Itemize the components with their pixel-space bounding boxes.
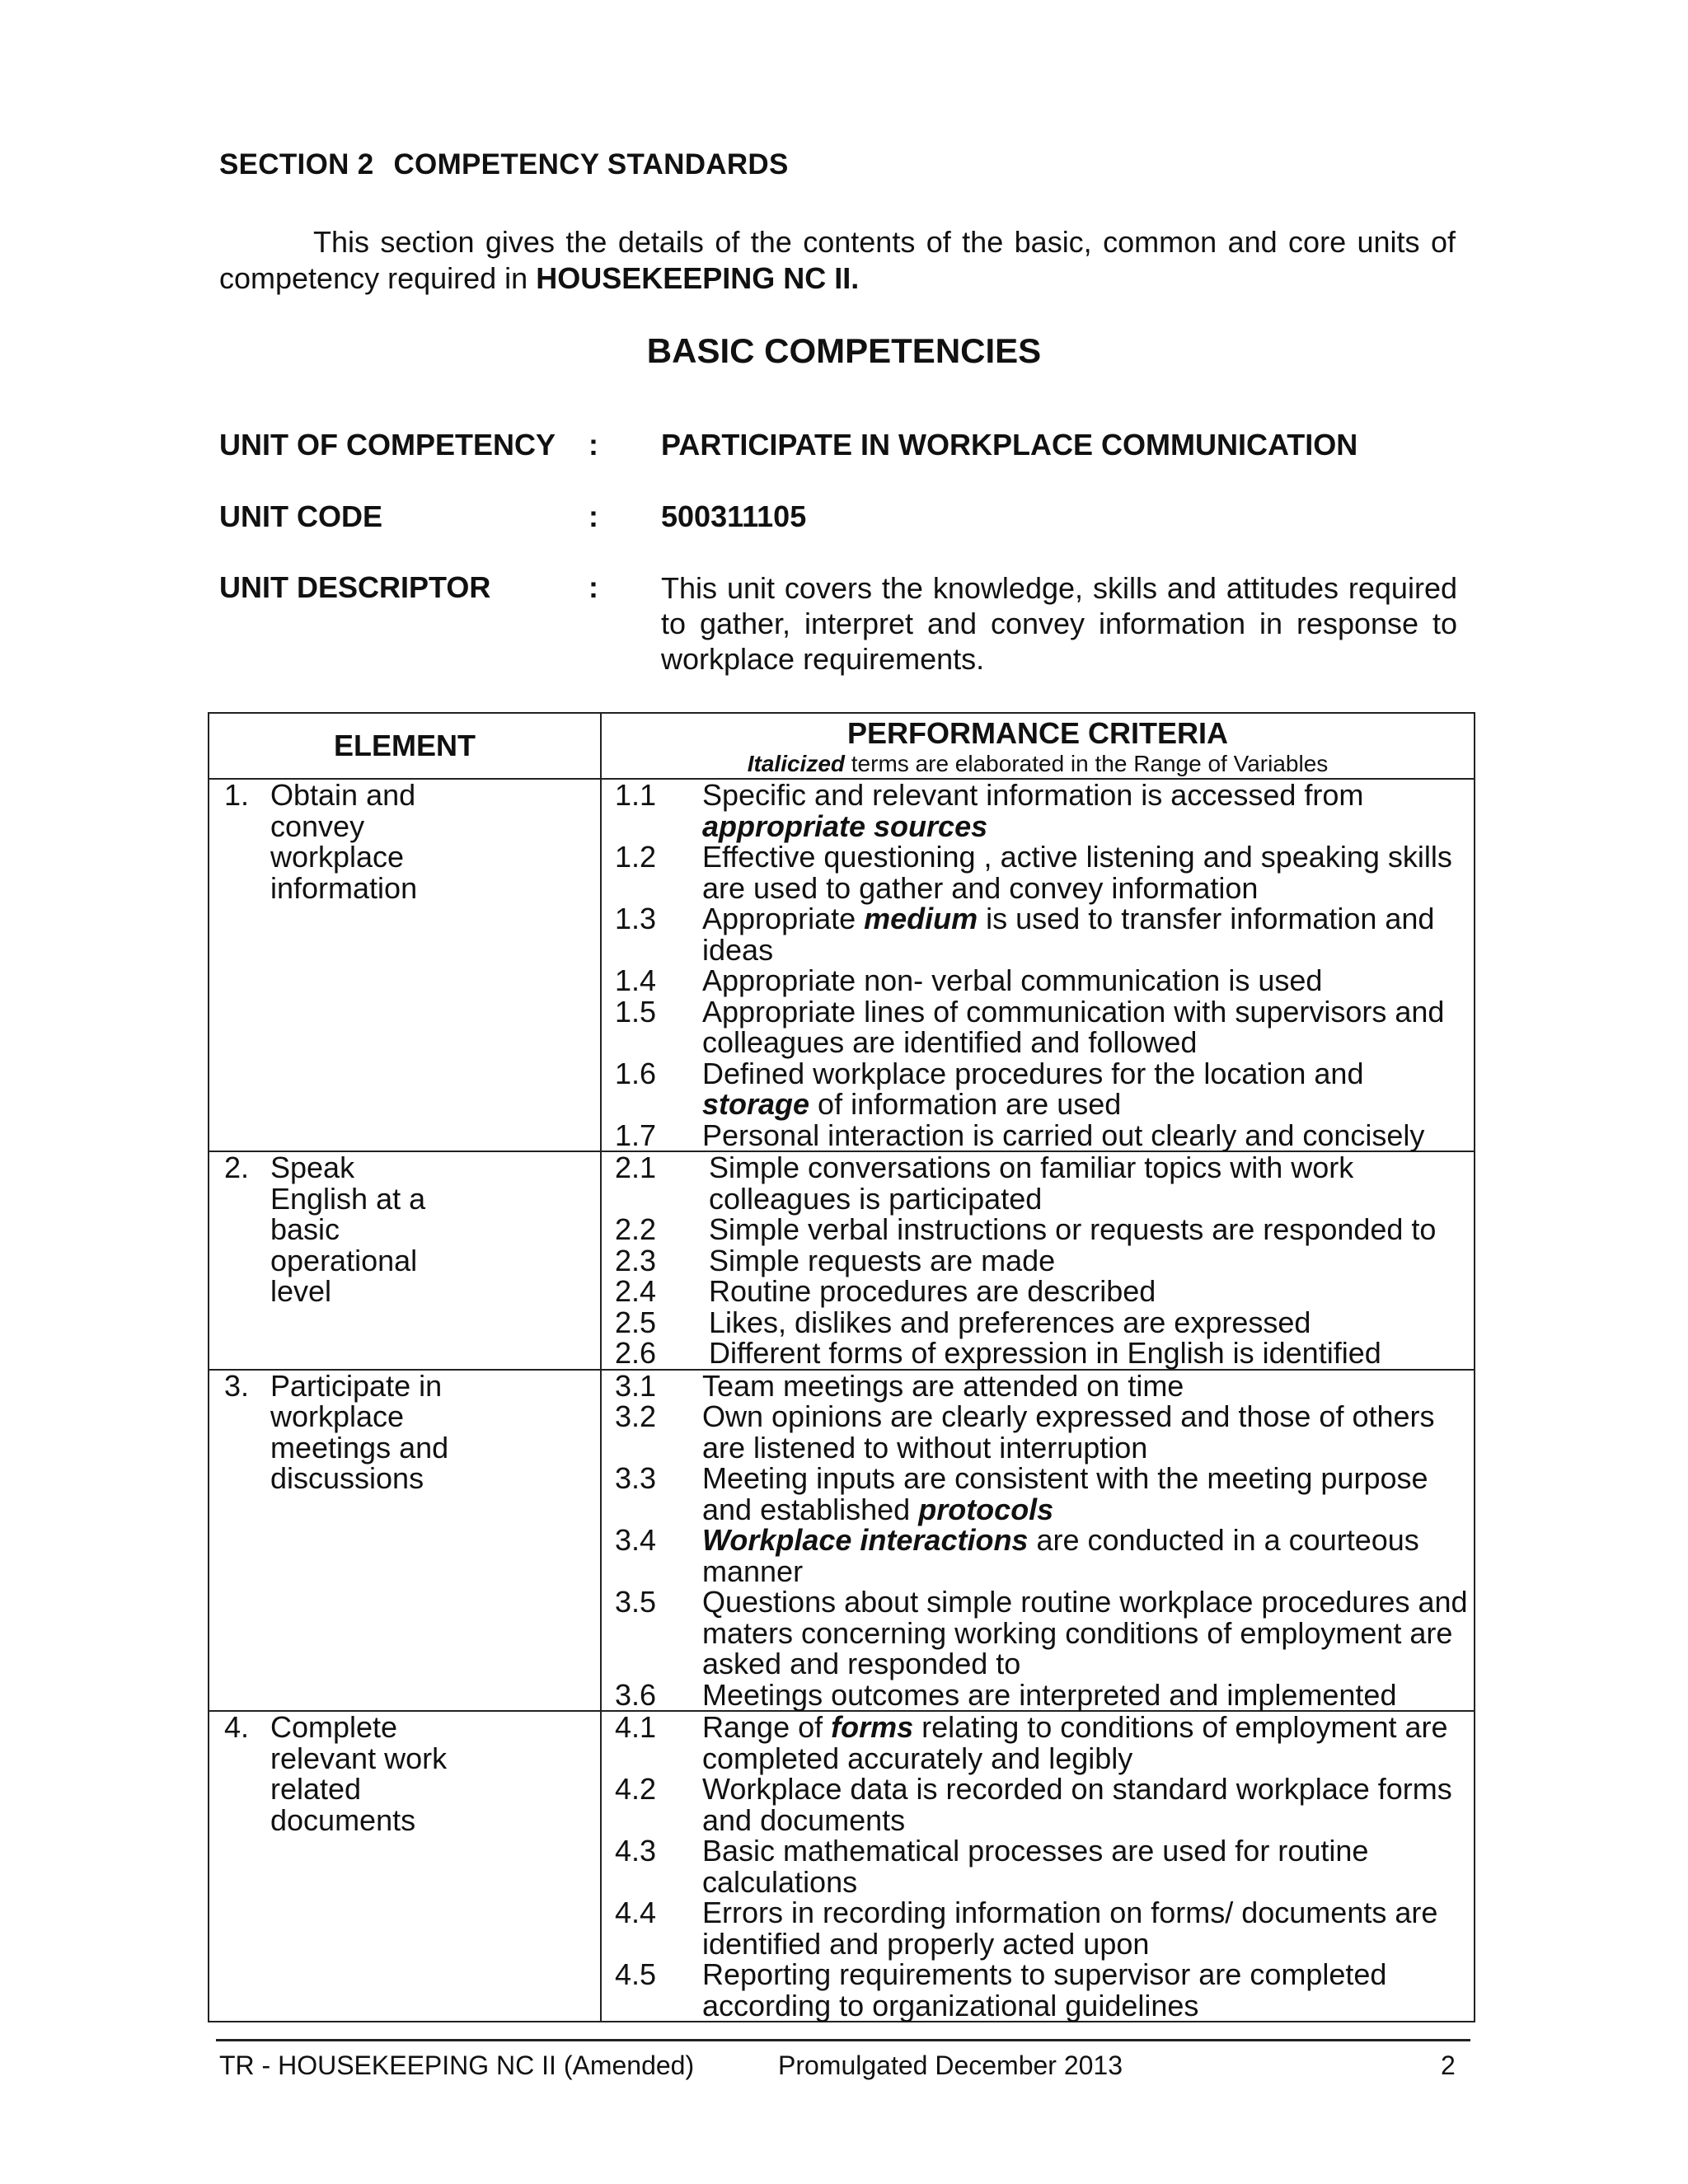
footer-page-number: 2 bbox=[1441, 2050, 1456, 2080]
criterion: 3.5 Questions about simple routine workplace procedures and maters concerning working conditions of employment are asked and responded to bbox=[615, 1585, 1468, 1680]
element-cell bbox=[209, 1152, 600, 1307]
element-cell bbox=[209, 1368, 600, 1495]
criterion: 3.1 Team meetings are attended on time bbox=[615, 1368, 1184, 1403]
unit-of-competency-label: UNIT OF COMPETENCY bbox=[219, 428, 556, 462]
criterion: 2.1 Simple conversations on familiar topics with work colleagues is participated bbox=[615, 1151, 1354, 1216]
criterion: 1.4 Appropriate non- verbal communication is used bbox=[615, 963, 1323, 997]
criteria-list bbox=[602, 1368, 1474, 1712]
performance-criteria-title: PERFORMANCE CRITERIA bbox=[846, 716, 1228, 750]
competency-table bbox=[208, 712, 1475, 2022]
table-row bbox=[209, 1370, 1475, 1712]
footer-promulgation-date: Promulgated December 2013 bbox=[778, 2050, 1123, 2080]
page-title: BASIC COMPETENCIES bbox=[646, 331, 1042, 370]
element-cell bbox=[209, 780, 600, 903]
unit-descriptor-label: UNIT DESCRIPTOR bbox=[219, 570, 491, 604]
criterion: 2.2 Simple verbal instructions or requests are responded to bbox=[615, 1212, 1437, 1246]
criterion: 2.5 Likes, dislikes and preferences are expressed bbox=[615, 1305, 1311, 1339]
criterion: 1.5 Appropriate lines of communication with supervisors and colleagues are identified and followed bbox=[615, 994, 1445, 1059]
section-number: SECTION 2 bbox=[219, 148, 374, 180]
element-number: 3. bbox=[224, 1368, 250, 1403]
criteria-list bbox=[602, 1152, 1474, 1369]
colon: : bbox=[588, 570, 598, 604]
criterion: 1.3 Appropriate medium is used to transfer information and ideas bbox=[615, 902, 1435, 967]
criterion: 3.6 Meetings outcomes are interpreted and implemented bbox=[615, 1677, 1397, 1712]
criterion: 2.4 Routine procedures are described bbox=[615, 1274, 1156, 1308]
unit-descriptor-value: This unit covers the knowledge, skills and attitudes required to gather, interpret and convey information in response to workplace requirements. bbox=[661, 571, 1457, 676]
criterion: 4.1 Range of forms relating to conditions of employment are completed accurately and legibly bbox=[615, 1710, 1448, 1775]
criterion: 4.4 Errors in recording information on forms/ documents are identified and properly acted upon bbox=[615, 1896, 1438, 1961]
criterion: 4.5 Reporting requirements to supervisor are completed according to organizational guidelines bbox=[615, 1957, 1387, 2022]
intro-text: This section gives the details of the contents of the basic, common and core units of competency required in bbox=[219, 225, 1456, 295]
criterion: 3.2 Own opinions are clearly expressed and those of others are listened to without interruption bbox=[615, 1399, 1435, 1465]
criterion: 1.7 Personal interaction is carried out clearly and concisely bbox=[615, 1118, 1425, 1152]
unit-code-label: UNIT CODE bbox=[219, 499, 382, 533]
criterion: 1.1 Specific and relevant information is accessed from appropriate sources bbox=[615, 778, 1364, 843]
intro-qualification: HOUSEKEEPING NC II. bbox=[536, 261, 860, 295]
element-number: 2. bbox=[224, 1151, 250, 1184]
section-heading bbox=[219, 148, 789, 181]
element-text: Speak English at a basic operational level bbox=[270, 1151, 426, 1308]
note-italicized: Italicized bbox=[747, 751, 845, 776]
criterion: 3.4 Workplace interactions are conducted in a courteous manner bbox=[615, 1523, 1419, 1588]
table-row bbox=[209, 779, 1475, 1151]
performance-criteria-note bbox=[602, 750, 1474, 778]
element-number: 4. bbox=[224, 1710, 250, 1744]
element-text: Complete relevant work related documents bbox=[270, 1710, 448, 1837]
unit-of-competency-value: PARTICIPATE IN WORKPLACE COMMUNICATION bbox=[661, 428, 1358, 462]
footer-document-title: TR - HOUSEKEEPING NC II (Amended) bbox=[219, 2050, 695, 2080]
criterion: 4.2 Workplace data is recorded on standard workplace forms and documents bbox=[615, 1772, 1452, 1837]
criterion: 1.6 Defined workplace procedures for the location and storage of information are used bbox=[615, 1056, 1364, 1121]
table-row bbox=[209, 1711, 1475, 2022]
colon: : bbox=[588, 499, 598, 533]
criteria-list bbox=[602, 780, 1474, 1151]
criterion: 1.2 Effective questioning , active listening and speaking skills are used to gather and convey information bbox=[615, 840, 1452, 905]
element-text: Obtain and convey workplace information bbox=[270, 778, 418, 905]
table-row bbox=[209, 1151, 1475, 1370]
footer-divider bbox=[216, 2039, 1470, 2041]
criterion: 3.3 Meeting inputs are consistent with the meeting purpose and established protocols bbox=[615, 1461, 1428, 1526]
performance-criteria-header bbox=[601, 713, 1475, 779]
criterion: 4.3 Basic mathematical processes are used for routine calculations bbox=[615, 1834, 1369, 1899]
element-header: ELEMENT bbox=[209, 713, 601, 779]
intro-paragraph bbox=[219, 224, 1456, 297]
element-text: Participate in workplace meetings and discussions bbox=[270, 1368, 449, 1495]
criterion: 2.3 Simple requests are made bbox=[615, 1243, 1056, 1277]
element-cell bbox=[209, 1712, 600, 1835]
section-title: COMPETENCY STANDARDS bbox=[393, 148, 789, 180]
element-number: 1. bbox=[224, 778, 250, 812]
unit-code-value: 500311105 bbox=[661, 499, 807, 533]
criterion: 2.6 Different forms of expression in English is identified bbox=[615, 1336, 1381, 1370]
criteria-list bbox=[602, 1712, 1474, 2021]
colon: : bbox=[588, 428, 598, 462]
note-text: terms are elaborated in the Range of Variables bbox=[845, 751, 1329, 776]
